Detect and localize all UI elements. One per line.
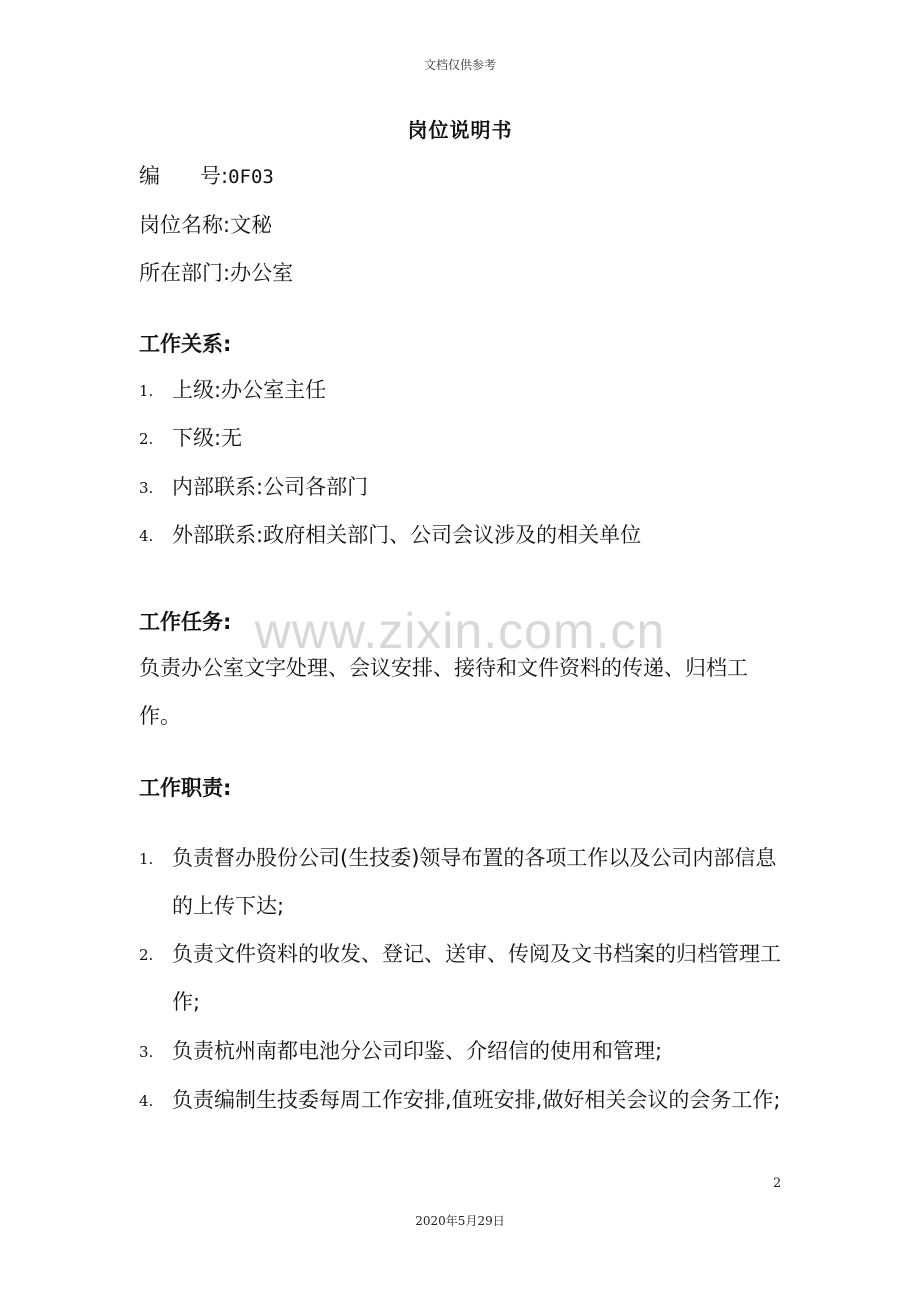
header-note: 文档仅供参考 xyxy=(423,58,496,72)
item-text: 负责督办股份公司(生技委)领导布置的各项工作以及公司内部信息的上传下达; xyxy=(172,846,777,918)
code-colon: : xyxy=(221,164,229,188)
task-text: 负责办公室文字处理、会议安排、接待和文件资料的传递、归档工作。 xyxy=(139,656,748,728)
info-position-line xyxy=(139,209,272,239)
watermark-text: www.zixin.com.cn xyxy=(254,603,666,659)
code-value: 0F03 xyxy=(228,166,274,188)
task-heading: 工作任务: xyxy=(139,610,232,634)
item-number: 3. xyxy=(139,479,154,497)
duties-heading: 工作职责: xyxy=(139,776,232,800)
item-text: 负责文件资料的收发、登记、送审、传阅及文书档案的归档管理工作; xyxy=(172,942,781,1014)
item-number: 4. xyxy=(139,1092,154,1110)
item-text: 负责杭州南都电池分公司印鉴、介绍信的使用和管理; xyxy=(172,1039,663,1063)
department-value: 办公室 xyxy=(230,261,294,285)
code-label-b: 号 xyxy=(200,164,221,188)
item-text: 外部联系:政府相关部门、公司会议涉及的相关单位 xyxy=(172,523,642,547)
item-number: 2. xyxy=(139,946,154,964)
info-department-line xyxy=(139,257,293,287)
page-number: 2 xyxy=(773,1176,782,1191)
item-number: 1. xyxy=(139,850,154,868)
position-colon: : xyxy=(223,213,231,237)
item-text: 内部联系:公司各部门 xyxy=(172,475,369,499)
item-number: 4. xyxy=(139,527,154,545)
relations-heading: 工作关系: xyxy=(139,332,232,356)
footer-date: 2020年5月29日 xyxy=(415,1214,505,1228)
department-label: 所在部门 xyxy=(139,261,223,285)
position-label: 岗位名称 xyxy=(139,213,223,237)
department-colon: : xyxy=(223,261,231,285)
item-text: 上级:办公室主任 xyxy=(172,378,327,402)
item-text: 下级:无 xyxy=(172,426,243,450)
item-number: 2. xyxy=(139,430,154,448)
item-text: 负责编制生技委每周工作安排,值班安排,做好相关会议的会务工作; xyxy=(172,1088,781,1112)
info-code-line xyxy=(139,160,274,190)
item-number: 1. xyxy=(139,382,154,400)
position-value: 文秘 xyxy=(230,213,273,237)
document-title: 岗位说明书 xyxy=(407,118,513,142)
code-label-a: 编 xyxy=(139,164,160,188)
item-number: 3. xyxy=(139,1043,154,1061)
